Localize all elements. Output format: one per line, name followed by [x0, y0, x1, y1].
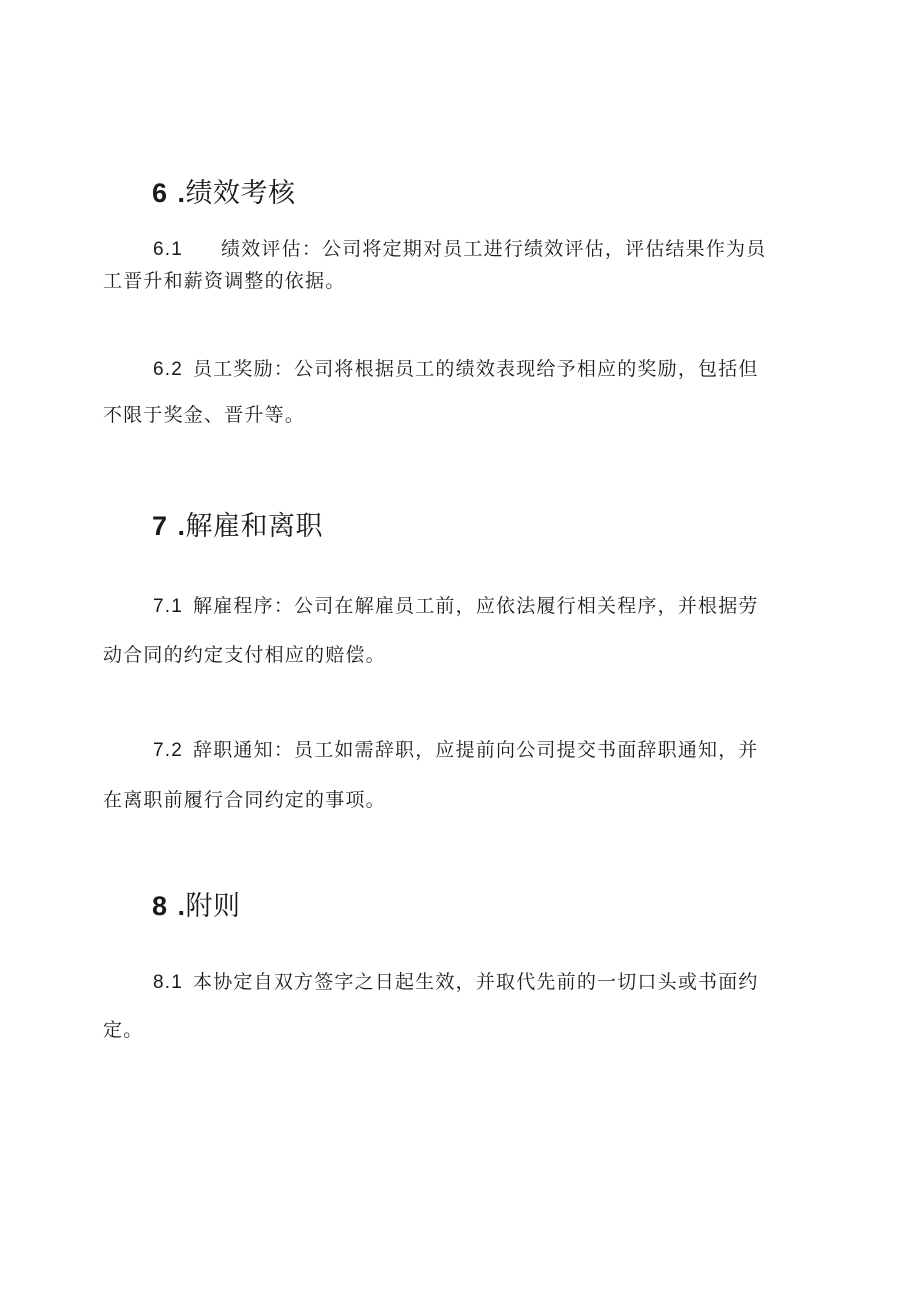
section-number: 6 [152, 178, 168, 208]
section-title-text: 绩效考核 [185, 178, 296, 209]
clause-number: 7.2 [153, 740, 184, 761]
clause-first-line [153, 240, 766, 259]
section-title-text: 附则 [185, 891, 241, 922]
clause-text: 解雇程序：公司在解雇员工前，应依法履行相关程序，并根据劳 [193, 595, 759, 617]
clause-second-line: 在离职前履行合同约定的事项。 [103, 789, 386, 811]
section-number: 7 [152, 511, 168, 541]
clause-text: 本协定自双方签字之日起生效，并取代先前的一切口头或书面约 [193, 971, 759, 993]
clause-first-line [153, 597, 759, 616]
section-heading [152, 893, 241, 920]
clause-number: 6.2 [153, 359, 184, 380]
clause-number: 8.1 [153, 972, 184, 993]
clause-second-line: 不限于奖金、晋升等。 [103, 404, 306, 426]
clause-first-line [153, 360, 759, 379]
heading-dot: . [177, 511, 186, 541]
section-heading [152, 513, 323, 540]
clause-text: 绩效评估：公司将定期对员工进行绩效评估，评估结果作为员 [221, 238, 767, 260]
section-heading [152, 180, 296, 207]
heading-dot: . [177, 178, 186, 208]
section-number: 8 [152, 891, 168, 921]
heading-dot: . [177, 891, 186, 921]
section-title-text: 解雇和离职 [185, 511, 324, 542]
clause-text: 员工奖励：公司将根据员工的绩效表现给予相应的奖励，包括但 [193, 358, 759, 380]
clause-text: 辞职通知：员工如需辞职，应提前向公司提交书面辞职通知，并 [193, 739, 759, 761]
clause-first-line [153, 973, 759, 992]
clause-second-line: 定。 [103, 1019, 144, 1041]
clause-number: 7.1 [153, 596, 184, 617]
clause-second-line: 动合同的约定支付相应的赔偿。 [103, 644, 386, 666]
clause-number: 6.1 [153, 239, 184, 260]
clause-second-line: 工晋升和薪资调整的依据。 [103, 270, 346, 292]
clause-first-line [153, 741, 759, 760]
